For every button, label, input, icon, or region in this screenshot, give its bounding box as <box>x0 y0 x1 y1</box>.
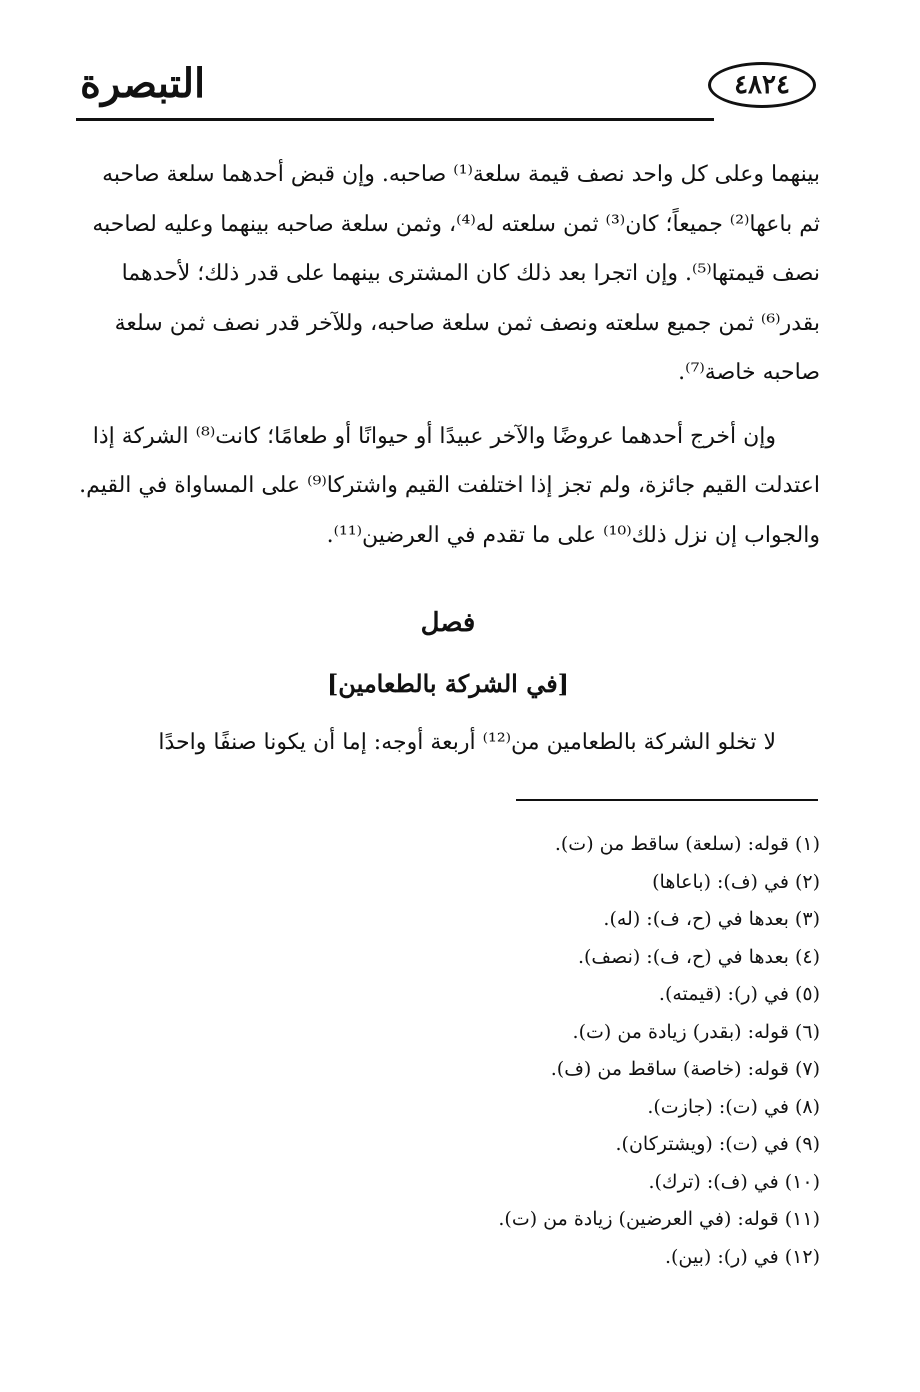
footnotes-list <box>300 826 820 1276</box>
book-title: التبصرة <box>80 60 206 107</box>
page-number-badge <box>708 62 816 108</box>
footnote-item: (٦) قوله: (بقدر) زيادة من (ت). <box>572 1020 820 1043</box>
footnote-item: (٨) في (ت): (جازت). <box>647 1095 820 1118</box>
footnote-item: (١٠) في (ف): (ترك). <box>648 1170 820 1193</box>
footnote-item: (١) قوله: (سلعة) ساقط من (ت). <box>554 833 820 855</box>
footnote-item: (١١) قوله: (في العرضين) زيادة من (ت). <box>498 1208 820 1230</box>
footnote-divider <box>516 799 818 801</box>
footnote-item: (٧) قوله: (خاصة) ساقط من (ف). <box>550 1058 820 1080</box>
footnote-item: (٩) في (ت): (ويشتركان). <box>615 1133 820 1155</box>
footnote-item: (١٢) في (ر): (بين). <box>664 1245 820 1268</box>
footnote-item: (٥) في (ر): (قيمته). <box>658 983 820 1005</box>
footnote-item: (٣) بعدها في (ح، ف): (له). <box>603 908 820 930</box>
page-number: ٤٨٢٤ <box>734 70 790 100</box>
page-header <box>76 52 824 124</box>
section-subheading: [في الشركة بالطعامين] <box>326 669 570 698</box>
section-heading: فصل <box>420 608 476 638</box>
footnote-item: (٤) بعدها في (ح، ف): (نصف). <box>577 945 820 968</box>
paragraph-2: وإن أخرج أحدهما عروضًا والآخر عبيدًا أو حيوانًا أو طعامًا؛ كانت⁽⁸⁾ الشركة إذا اعتدلت القيم جائزة، ولم تجز إذا اختلفت القيم واشتركا⁽⁹⁾ على المساواة في القيم. والجواب إن نزل ذلك⁽¹⁰⁾ على ما تقدم في العرضين⁽¹¹⁾. <box>79 423 820 548</box>
header-rule <box>76 118 714 121</box>
lead-paragraph: لا تخلو الشركة بالطعامين من⁽¹²⁾ أربعة أوجه: إما أن يكونا صنفًا واحدًا <box>158 730 776 755</box>
footnote-item: (٢) في (ف): (باعاها) <box>652 870 820 893</box>
paragraph-1: بينهما وعلى كل واحد نصف قيمة سلعة⁽¹⁾ صاحبه. وإن قبض أحدهما سلعة صاحبه ثم باعها⁽²⁾ جميعاً؛ كان⁽³⁾ ثمن سلعته له⁽⁴⁾، وثمن سلعة صاحبه بينهما وعليه لصاحبه نصف قيمتها⁽⁵⁾. وإن اتجرا بعد ذلك كان المشترى بينهما على قدر ذلك؛ لأحدهما بقدر⁽⁶⁾ ثمن جميع سلعته ونصف ثمن سلعة صاحبه، وللآخر قدر نصف ثمن سلعة صاحبه خاصة⁽⁷⁾. <box>92 162 820 385</box>
main-text <box>76 150 820 560</box>
